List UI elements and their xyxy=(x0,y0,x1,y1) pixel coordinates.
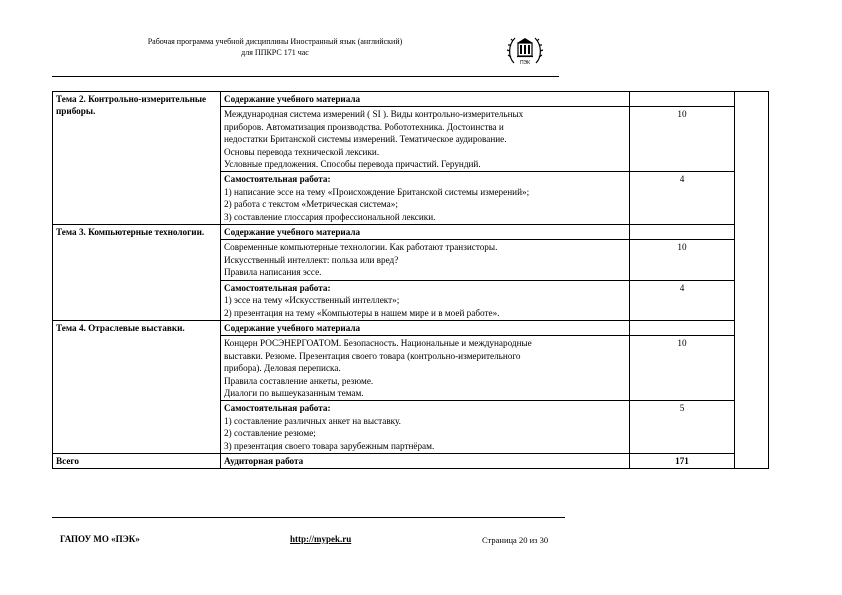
footer-org: ГАПОУ МО «ПЭК» xyxy=(60,534,140,544)
header-divider xyxy=(52,76,559,77)
table-row xyxy=(53,320,769,335)
hours-cell: 10 xyxy=(630,107,735,172)
level-column xyxy=(735,92,769,469)
page-number: Страница 20 из 30 xyxy=(482,535,549,545)
content-line: Международная система измерений ( SI ). Виды контрольно-измерительных xyxy=(224,109,524,120)
self-study-heading: Самостоятельная работа: xyxy=(224,403,331,414)
self-study-line: 1) написание эссе на тему «Происхождение Британской системы измерений»; xyxy=(224,186,530,197)
hours-cell: 5 xyxy=(630,401,735,454)
total-row xyxy=(53,453,769,468)
topic-title: Тема 4. Отраслевые выставки. xyxy=(53,320,221,453)
footer-divider xyxy=(52,517,565,518)
content-heading: Содержание учебного материала xyxy=(221,320,630,335)
content-line: прибора). Деловая переписка. xyxy=(224,363,341,374)
content-line: Концерн РОСЭНЕРГОАТОМ. Безопасность. Национальные и международные xyxy=(224,338,532,349)
hours-cell xyxy=(630,225,735,240)
logo-caption: ПЭК xyxy=(519,60,531,66)
self-study-line: 1) эссе на тему «Искусственный интеллект»; xyxy=(224,295,400,306)
table-row xyxy=(53,225,769,240)
content-text xyxy=(221,336,630,401)
total-work: Аудиторная работа xyxy=(221,453,630,468)
self-study-heading: Самостоятельная работа: xyxy=(224,282,331,293)
hours-cell: 10 xyxy=(630,240,735,280)
content-line: Правила написания эссе. xyxy=(224,267,322,278)
content-line: приборов. Автоматизация производства. Робототехника. Достоинства и xyxy=(224,121,504,132)
document-header xyxy=(110,36,440,58)
content-line: Диалоги по вышеуказанным темам. xyxy=(224,387,364,398)
content-heading: Содержание учебного материала xyxy=(221,92,630,107)
curriculum-table xyxy=(52,91,769,469)
content-line: Правила составление анкеты, резюме. xyxy=(224,375,374,386)
hours-cell xyxy=(630,92,735,107)
total-label: Всего xyxy=(53,453,221,468)
self-study-text xyxy=(221,172,630,225)
hours-cell: 10 xyxy=(630,336,735,401)
content-line: недостатки Британской системы измерений. Тематическое аудирование. xyxy=(224,134,507,145)
content-heading: Содержание учебного материала xyxy=(221,225,630,240)
self-study-line: 3) презентация своего товара зарубежным партнёрам. xyxy=(224,440,435,451)
college-logo xyxy=(505,33,545,69)
self-study-text xyxy=(221,401,630,454)
self-study-line: 2) составление резюме; xyxy=(224,428,316,439)
content-line: Условные предложения. Способы перевода причастий. Герундий. xyxy=(224,159,481,170)
self-study-line: 2) работа с текстом «Метрическая система»; xyxy=(224,199,398,210)
content-line: Основы перевода технической лексики. xyxy=(224,146,380,157)
total-hours: 171 xyxy=(630,453,735,468)
self-study-text xyxy=(221,280,630,320)
content-text xyxy=(221,240,630,280)
content-text xyxy=(221,107,630,172)
self-study-line: 2) презентация на тему «Компьютеры в нашем мире и в моей работе». xyxy=(224,307,500,318)
header-line-2: для ППКРС 171 час xyxy=(241,48,309,57)
self-study-heading: Самостоятельная работа: xyxy=(224,174,331,185)
content-line: Современные компьютерные технологии. Как работают транзисторы. xyxy=(224,242,498,253)
hours-cell: 4 xyxy=(630,280,735,320)
self-study-line: 3) составление глоссария профессиональной лексики. xyxy=(224,211,436,222)
content-line: Искусственный интеллект: польза или вред? xyxy=(224,254,399,265)
header-line-1: Рабочая программа учебной дисциплины Иностранный язык (английский) xyxy=(147,37,403,46)
content-line: выставки. Резюме. Презентация своего товара (контрольно-измерительного xyxy=(224,350,521,361)
topic-title: Тема 3. Компьютерные технологии. xyxy=(53,225,221,321)
topic-title: Тема 2. Контрольно-измерительные приборы. xyxy=(53,92,221,225)
hours-cell: 4 xyxy=(630,172,735,225)
table-row xyxy=(53,92,769,107)
self-study-line: 1) составление различных анкет на выставку. xyxy=(224,415,401,426)
footer-website-link[interactable]: http://mypek.ru xyxy=(290,534,352,544)
hours-cell xyxy=(630,320,735,335)
